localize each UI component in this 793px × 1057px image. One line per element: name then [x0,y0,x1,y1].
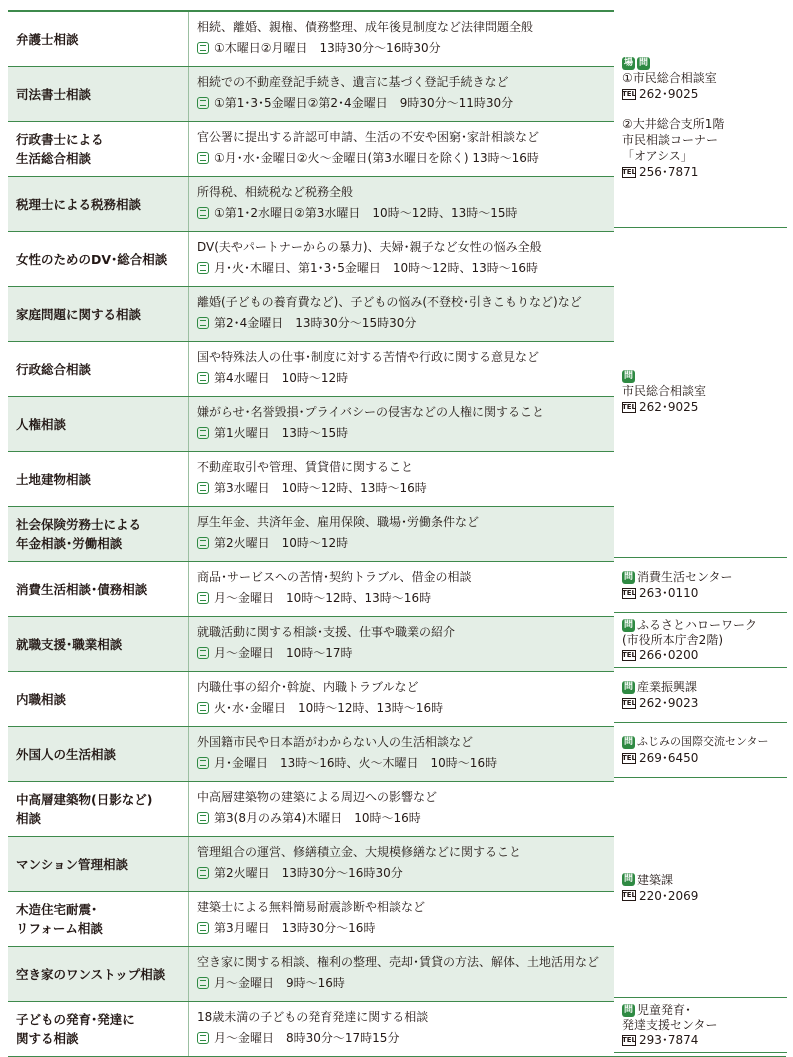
consultation-name [8,507,189,561]
consultation-details [189,342,613,396]
consultation-description: 18歳未満の子どもの発育発達に関する相談 [197,1010,429,1024]
contact-place: 産業振興課 [637,680,698,694]
consultation-name [8,727,189,781]
contact-place: 市民総合相談室 [622,384,707,398]
consultation-details [189,617,613,671]
schedule-text: 第3(8月のみ第4)木曜日 10時～16時 [214,811,421,825]
schedule-text: 第2火曜日 10時～12時 [214,536,349,550]
consultation-schedule [197,974,613,992]
consultation-schedule [197,94,613,112]
consultation-description: 所得税、相続税など税務全般 [197,185,354,199]
contact-group-child [614,998,787,1053]
consultation-description: 管理組合の運営、修繕積立金、大規模修繕などに関すること [197,845,522,859]
consultation-description: 中高層建築物の建築による周辺への影響など [197,790,438,804]
contact-group-hellowork [614,613,787,668]
consultation-name [8,12,189,66]
consultation-details [189,452,613,506]
consultation-name [8,617,189,671]
schedule-text: 月･火･木曜日、第1･3･5金曜日 10時～12時、13時～16時 [214,261,538,275]
calendar-icon [197,702,209,714]
contact-place: 建築課 [637,872,674,887]
contact-place: 市民相談コーナー [622,133,719,147]
consultation-schedule [197,644,613,662]
consultation-name-text: 社会保険労務士による 年金相談･労働相談 [16,517,142,551]
tel-icon: TEL [621,167,637,176]
inquiry-badge-icon: 問 [623,681,633,692]
consultation-details [189,837,613,891]
schedule-text: 月～金曜日 9時～16時 [214,976,345,990]
calendar-icon [197,592,209,604]
consultation-description: 不動産取引や管理、賃貸借に関すること [197,460,414,474]
consultation-description: 建築士による無料簡易耐震診断や相談など [197,900,426,914]
contact-group-legal [614,10,787,228]
calendar-icon [197,372,209,384]
consultation-name-text: 子どもの発育･発達に 関する相談 [16,1012,135,1046]
contact-place: 消費生活センター [637,570,733,584]
calendar-icon [197,812,209,824]
consultation-schedule [197,314,613,332]
calendar-icon [197,427,209,439]
consultation-details [189,947,613,1001]
inquiry-badge-icon: 問 [623,736,633,747]
consultation-description: 就職活動に関する相談･支援、仕事や職業の紹介 [197,625,456,639]
consultation-name [8,67,189,121]
consultation-schedule [197,754,613,772]
consultation-schedule [197,424,613,442]
schedule-text: 第1火曜日 13時～15時 [214,426,349,440]
consultation-schedule [197,204,613,222]
consultation-name [8,177,189,231]
consultation-name-text: マンション管理相談 [16,856,128,872]
consultation-details [189,507,613,561]
consultation-name-text: 外国人の生活相談 [16,746,117,762]
consultation-name-text: 行政総合相談 [16,361,92,377]
consultation-details [189,287,613,341]
schedule-text: 月･金曜日 13時～16時、火～木曜日 10時～16時 [214,756,498,770]
schedule-text: 月～金曜日 8時30分～17時15分 [214,1031,400,1045]
inquiry-badge-icon: 問 [623,571,633,582]
consultation-schedule [197,259,613,277]
consultation-description: 内職仕事の紹介･斡旋、内職トラブルなど [197,680,419,694]
consultation-details [189,12,613,66]
contact-tel: 256･7871 [639,165,699,179]
consultation-name [8,892,189,946]
consultation-name-text: 女性のためのDV･総合相談 [16,251,168,267]
contact-tel: 269･6450 [639,751,699,765]
schedule-text: 第2･4金曜日 13時30分～15時30分 [214,316,417,330]
consultation-name [8,947,189,1001]
consultation-description: 離婚(子どもの養育費など)、子どもの悩み(不登校･引きこもりなど)など [197,295,582,309]
consultation-details [189,177,613,231]
consultation-name [8,672,189,726]
inquiry-badge-icon: 問 [623,874,633,884]
tel-icon: TEL [621,698,637,707]
consultation-name-text: 司法書士相談 [16,86,92,102]
contact-group-general [614,228,787,558]
tel-icon: TEL [621,1035,637,1044]
consultation-name-text: 空き家のワンストップ相談 [16,966,166,982]
inquiry-badge-icon: 問 [623,619,633,630]
contact-group-building [614,778,787,998]
consultation-name-text: 税理士による税務相談 [16,196,142,212]
calendar-icon [197,922,209,934]
schedule-text: ①木曜日②月曜日 13時30分～16時30分 [214,41,441,55]
calendar-icon [197,97,209,109]
contact-place: ふじみの国際交流センター [637,735,769,748]
schedule-text: ①第1･3･5金曜日②第2･4金曜日 9時30分～11時30分 [214,96,514,110]
schedule-text: ①月･水･金曜日②火～金曜日(第3水曜日を除く) 13時～16時 [214,151,539,165]
calendar-icon [197,1032,209,1044]
tel-icon: TEL [621,753,637,762]
calendar-icon [197,317,209,329]
schedule-text: 第2火曜日 13時30分～16時30分 [214,866,403,880]
consultation-details [189,562,613,616]
schedule-text: 第3月曜日 13時30分～16時 [214,921,376,935]
calendar-icon [197,482,209,494]
contact-tel: 262･9025 [639,400,699,414]
consultation-details [189,122,613,176]
consultation-name [8,232,189,286]
calendar-icon [197,647,209,659]
calendar-icon [197,207,209,219]
tel-icon: TEL [621,89,637,98]
contact-group-international [614,723,787,778]
tel-icon: TEL [621,402,637,411]
contact-tel: 293･7874 [639,1032,699,1047]
consultation-name [8,452,189,506]
schedule-text: 月～金曜日 10時～12時、13時～16時 [214,591,432,605]
tel-icon: TEL [621,891,637,899]
consultation-name-text: 内職相談 [16,691,67,707]
calendar-icon [197,757,209,769]
contact-tel: 262･9025 [639,87,699,101]
consultation-schedule [197,39,613,57]
consultation-name [8,837,189,891]
consultation-details [189,232,613,286]
calendar-icon [197,867,209,879]
consultation-name [8,397,189,451]
consultation-schedule [197,369,613,387]
consultation-description: 相続での不動産登記手続き、遺言に基づく登記手続きなど [197,75,509,89]
consultation-name [8,342,189,396]
consultation-name-text: 土地建物相談 [16,471,92,487]
calendar-icon [197,977,209,989]
consultation-details [189,782,613,836]
consultation-schedule [197,1029,613,1047]
consultation-details [189,672,613,726]
consultation-description: 空き家に関する相談、権利の整理、売却･賃貸の方法、解体、土地活用など [197,955,600,969]
schedule-text: 月～金曜日 10時～17時 [214,646,353,660]
contact-group-industry [614,668,787,723]
consultation-schedule [197,149,613,167]
consultation-name-text: 弁護士相談 [16,31,79,47]
place-badge-icon: 場 [623,58,633,68]
contact-place: ①市民総合相談室 [622,71,717,85]
consultation-description: 厚生年金、共済年金、雇用保険、職場･労働条件など [197,515,480,529]
consultation-schedule [197,919,613,937]
consultation-details [189,892,613,946]
consultation-name-text: 人権相談 [16,416,67,432]
schedule-text: 火･水･金曜日 10時～12時、13時～16時 [214,701,444,715]
inquiry-badge-icon: 問 [623,1004,633,1015]
consultation-details [189,1002,613,1056]
consultation-details [189,727,613,781]
schedule-text: 第4水曜日 10時～12時 [214,371,349,385]
consultation-name [8,287,189,341]
contact-tel: 266･0200 [639,647,699,662]
consultation-name [8,562,189,616]
contact-place: (市役所本庁舎2階) [622,632,723,647]
contact-place: 児童発育･ [637,1002,692,1017]
calendar-icon [197,537,209,549]
consultation-schedule [197,809,613,827]
consultation-schedule [197,699,613,717]
inquiry-badge-icon: 問 [638,58,648,68]
consultation-description: 嫌がらせ･名誉毀損･プライバシーの侵害などの人権に関すること [197,405,545,419]
schedule-text: ①第1･2水曜日②第3水曜日 10時～12時、13時～15時 [214,206,518,220]
consultation-description: 相続、離婚、親権、債務整理、成年後見制度など法律問題全般 [197,20,534,34]
calendar-icon [197,152,209,164]
contact-place: ②大井総合支所1階 [622,117,725,131]
consultation-name [8,122,189,176]
consultation-details [189,67,613,121]
consultation-details [189,397,613,451]
tel-icon: TEL [621,650,637,659]
calendar-icon [197,262,209,274]
consultation-name-text: 中高層建築物(日影など) 相談 [16,792,153,826]
consultation-schedule [197,534,613,552]
contact-place: 発達支援センター [622,1017,718,1032]
consultation-name [8,1002,189,1056]
contact-tel: 220･2069 [639,888,699,903]
consultation-name-text: 行政書士による 生活総合相談 [16,132,104,166]
consultation-description: 国や特殊法人の仕事･制度に対する苦情や行政に関する意見など [197,350,540,364]
consultation-name-text: 家庭問題に関する相談 [16,306,142,322]
calendar-icon [197,42,209,54]
consultation-schedule [197,589,613,607]
contact-place: ふるさとハローワーク [637,617,758,632]
tel-icon: TEL [621,588,637,597]
contact-group-consumer [614,558,787,613]
consultation-schedule [197,479,613,497]
consultation-name-text: 消費生活相談･債務相談 [16,581,148,597]
consultation-name [8,782,189,836]
schedule-text: 第3水曜日 10時～12時、13時～16時 [214,481,427,495]
contact-place: 「オアシス」 [622,149,693,163]
contact-tel: 263･0110 [639,586,699,600]
consultation-schedule [197,864,613,882]
consultation-description: 商品･サービスへの苦情･契約トラブル、借金の相談 [197,570,472,584]
consultation-name-text: 就職支援･職業相談 [16,636,123,652]
consultation-description: DV(夫やパートナーからの暴力)、夫婦･親子など女性の悩み全般 [197,240,542,254]
consultation-description: 官公署に提出する許認可申請、生活の不安や困窮･家計相談など [197,130,540,144]
contact-tel: 262･9023 [639,696,699,710]
consultation-name-text: 木造住宅耐震･ リフォーム相談 [16,902,103,936]
consultation-description: 外国籍市民や日本語がわからない人の生活相談など [197,735,474,749]
inquiry-badge-icon: 問 [623,371,633,381]
